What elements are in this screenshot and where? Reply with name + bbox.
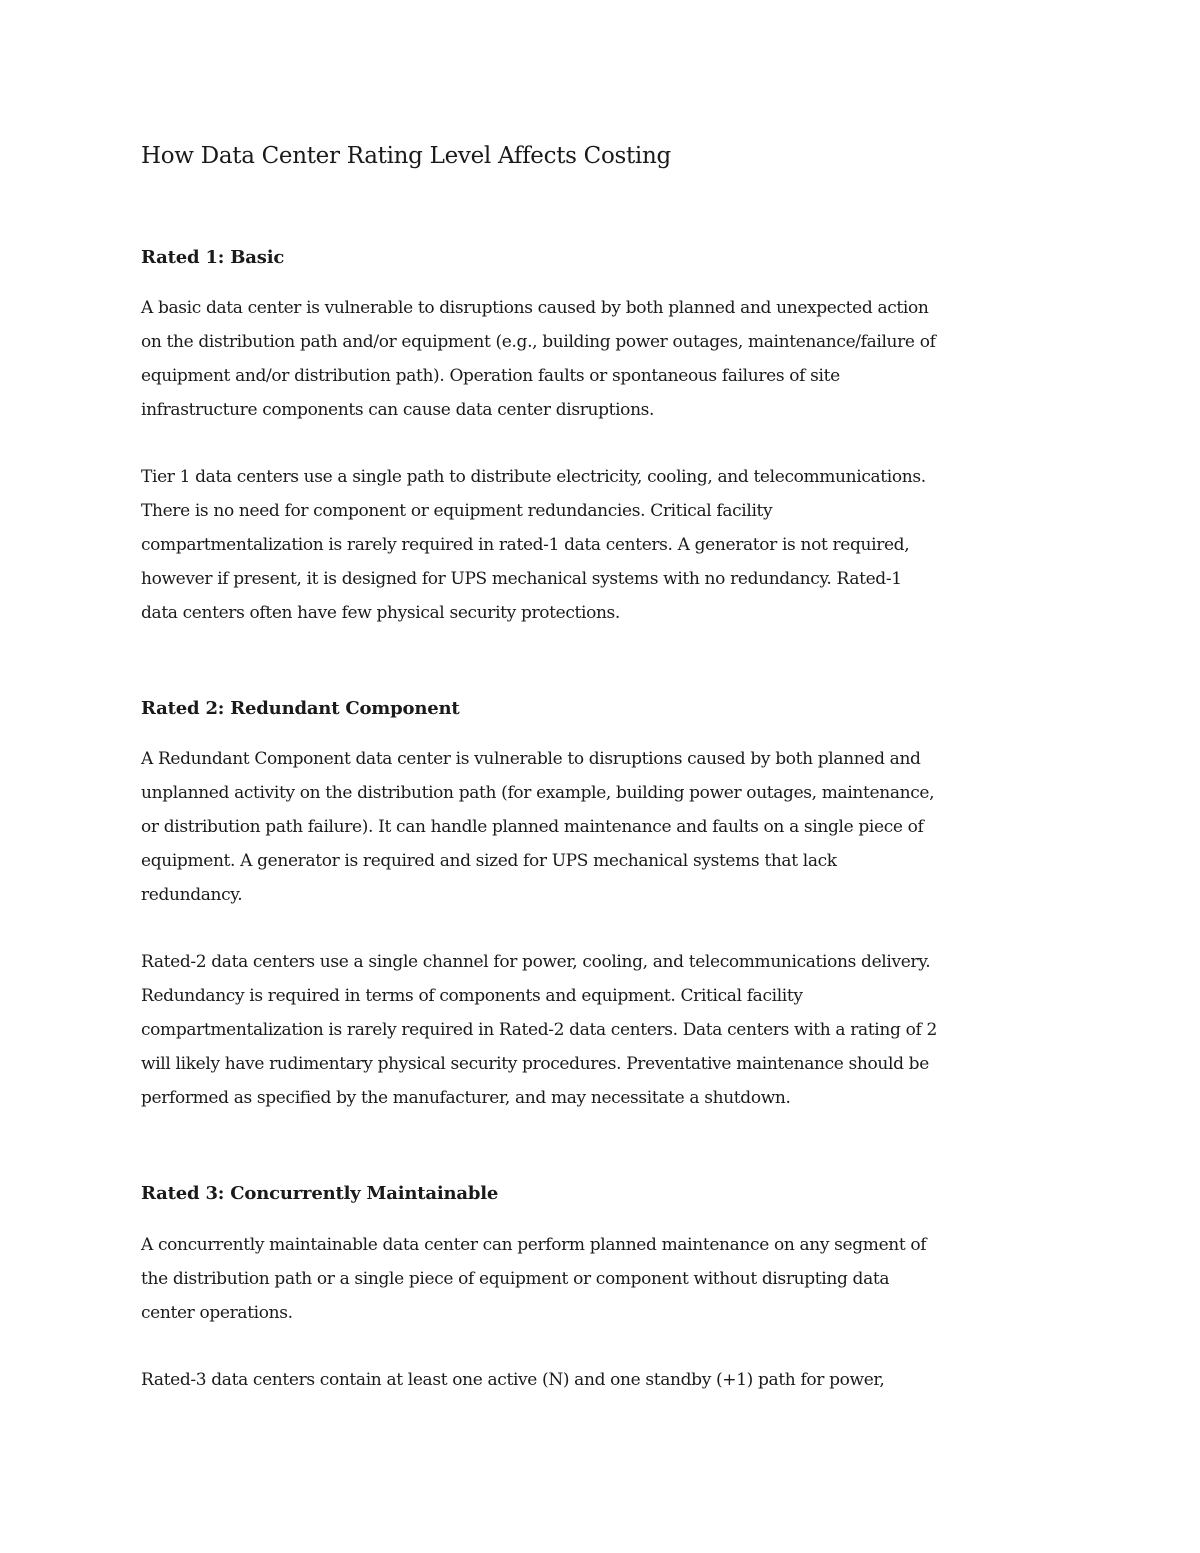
paragraph-line: will likely have rudimentary physical security procedures. Preventative maintenance should be — [141, 1054, 929, 1074]
paragraph-rated-3-description — [141, 1228, 1061, 1330]
paragraph-line: or distribution path failure). It can handle planned maintenance and faults on a single piece of — [141, 817, 924, 837]
paragraph-line: compartmentalization is rarely required in Rated-2 data centers. Data centers with a rating of 2 — [141, 1020, 937, 1040]
paragraph-line: center operations. — [141, 1303, 293, 1323]
document-title: How Data Center Rating Level Affects Costing — [141, 143, 671, 169]
paragraph-rated-3-details — [141, 1363, 1061, 1397]
paragraph-line: the distribution path or a single piece of equipment or component without disrupting data — [141, 1269, 890, 1289]
paragraph-line: Redundancy is required in terms of components and equipment. Critical facility — [141, 986, 803, 1006]
paragraph-line: Rated-3 data centers contain at least one active (N) and one standby (+1) path for power, — [141, 1370, 885, 1390]
paragraph-line: unplanned activity on the distribution path (for example, building power outages, maintenance, — [141, 783, 935, 803]
paragraph-line: compartmentalization is rarely required in rated-1 data centers. A generator is not required, — [141, 535, 910, 555]
paragraph-line: on the distribution path and/or equipment (e.g., building power outages, maintenance/failure of — [141, 332, 936, 352]
paragraph-line: There is no need for component or equipment redundancies. Critical facility — [141, 501, 773, 521]
paragraph-line: performed as specified by the manufacturer, and may necessitate a shutdown. — [141, 1088, 791, 1108]
paragraph-line: redundancy. — [141, 885, 243, 905]
paragraph-line: equipment. A generator is required and sized for UPS mechanical systems that lack — [141, 851, 837, 871]
section-heading-rated-1: Rated 1: Basic — [141, 247, 285, 268]
paragraph-line: A basic data center is vulnerable to disruptions caused by both planned and unexpected action — [141, 298, 929, 318]
section-heading-rated-3: Rated 3: Concurrently Maintainable — [141, 1183, 499, 1204]
paragraph-rated-2-details — [141, 945, 1061, 1115]
paragraph-rated-1-details — [141, 460, 1061, 630]
paragraph-line: Rated-2 data centers use a single channel for power, cooling, and telecommunications delivery. — [141, 952, 931, 972]
paragraph-line: equipment and/or distribution path). Operation faults or spontaneous failures of site — [141, 366, 840, 386]
paragraph-line: however if present, it is designed for UPS mechanical systems with no redundancy. Rated-1 — [141, 569, 902, 589]
paragraph-line: Tier 1 data centers use a single path to distribute electricity, cooling, and telecommunications. — [141, 467, 926, 487]
paragraph-line: infrastructure components can cause data center disruptions. — [141, 400, 655, 420]
paragraph-rated-2-description — [141, 742, 1061, 912]
paragraph-rated-1-description — [141, 291, 1061, 427]
paragraph-line: A concurrently maintainable data center can perform planned maintenance on any segment of — [141, 1235, 927, 1255]
section-heading-rated-2: Rated 2: Redundant Component — [141, 698, 460, 719]
paragraph-line: A Redundant Component data center is vulnerable to disruptions caused by both planned and — [141, 749, 921, 769]
paragraph-line: data centers often have few physical security protections. — [141, 603, 620, 623]
